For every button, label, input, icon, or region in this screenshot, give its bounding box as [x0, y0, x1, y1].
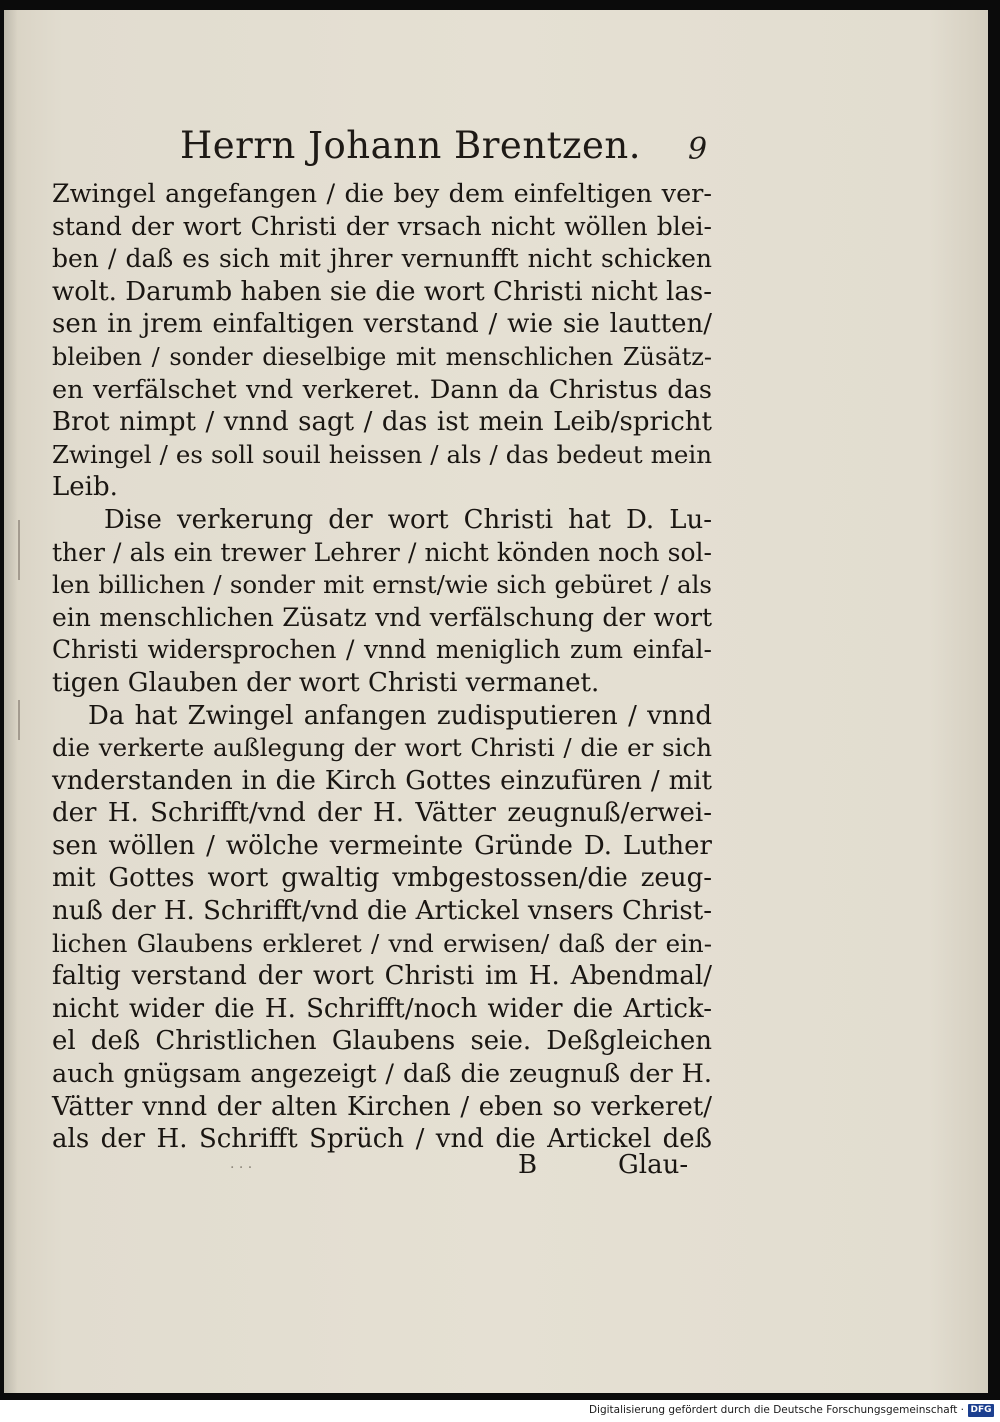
- text-line: nicht wider die H. Schrifft/noch wider die Artick-: [52, 993, 712, 1024]
- ink-smudge: · · ·: [230, 1160, 253, 1176]
- text-line: bleiben / sonder dieselbige mit menschlichen Züsätz-: [52, 342, 712, 371]
- text-line: Leib.: [52, 472, 118, 503]
- text-line: ben / daß es sich mit jhrer vernunfft nicht schicken: [52, 244, 712, 274]
- text-line: Dise verkerung der wort Christi hat D. Lu-: [104, 504, 712, 535]
- running-title: Herrn Johann Brentzen.: [180, 124, 641, 167]
- page-gutter-shadow: [4, 10, 18, 1393]
- text-line: Vätter vnnd der alten Kirchen / eben so verkeret/: [52, 1091, 712, 1122]
- text-line: vnderstanden in die Kirch Gottes einzufüren / mit: [52, 765, 712, 796]
- text-line: die verkerte außlegung der wort Christi / die er sich: [52, 733, 712, 763]
- body-text: [52, 178, 712, 1156]
- margin-mark: [18, 520, 20, 580]
- page-number: 9: [688, 132, 708, 167]
- digitization-footer: [0, 1400, 1000, 1422]
- text-line: Brot nimpt / vnnd sagt / das ist mein Leib/spricht: [52, 407, 712, 438]
- text-line: Christi widersprochen / vnnd meniglich zum einfal-: [52, 635, 712, 665]
- page-foot: [52, 1150, 712, 1190]
- text-line: ther / als ein trewer Lehrer / nicht könden noch sol-: [52, 537, 712, 567]
- text-line: nuß der H. Schrifft/vnd die Artickel vnsers Christ-: [52, 896, 712, 927]
- text-line: tigen Glauben der wort Christi vermanet.: [52, 667, 600, 698]
- text-line: sen wöllen / wölche vermeinte Gründe D. Luther: [52, 830, 712, 861]
- dfg-logo-icon: DFG: [968, 1404, 994, 1417]
- text-line: der H. Schrifft/vnd der H. Vätter zeugnuß/erwei-: [52, 798, 712, 829]
- signature-mark: B: [518, 1150, 538, 1180]
- text-line: stand der wort Christi der vrsach nicht wöllen blei-: [52, 211, 712, 241]
- text-line: lichen Glaubens erkleret / vnd erwisen/ daß der ein-: [52, 928, 712, 958]
- text-line: ein menschlichen Züsatz vnd verfälschung der wort: [52, 602, 712, 632]
- text-line: als der H. Schrifft Sprüch / vnd die Artickel deß: [52, 1124, 712, 1155]
- text-line: Zwingel angefangen / die bey dem einfeltigen ver-: [52, 179, 712, 209]
- text-line: Zwingel / es soll souil heissen / als / das bedeut mein: [52, 439, 712, 469]
- running-header: [170, 118, 730, 174]
- footer-credit: Digitalisierung gefördert durch die Deutsche Forschungsgemeinschaft ·: [588, 1404, 964, 1416]
- text-line: en verfälschet vnd verkeret. Dann da Christus das: [52, 374, 712, 405]
- text-line: Da hat Zwingel anfangen zudisputieren / vnnd: [88, 700, 712, 731]
- margin-mark: [18, 700, 20, 740]
- text-line: wolt. Darumb haben sie die wort Christi nicht las-: [52, 276, 712, 307]
- text-line: auch gnügsam angezeigt / daß die zeugnuß der H.: [52, 1059, 712, 1090]
- text-line: faltig verstand der wort Christi im H. Abendmal/: [52, 961, 712, 992]
- text-line: len billichen / sonder mit ernst/wie sich gebüret / als: [52, 570, 712, 600]
- catchword: Glau-: [618, 1150, 689, 1180]
- text-line: mit Gottes wort gwaltig vmbgestossen/die zeug-: [52, 863, 712, 894]
- text-line: el deß Christlichen Glaubens seie. Deßgleichen: [52, 1026, 712, 1057]
- text-line: sen in jrem einfaltigen verstand / wie sie lautten/: [52, 309, 712, 340]
